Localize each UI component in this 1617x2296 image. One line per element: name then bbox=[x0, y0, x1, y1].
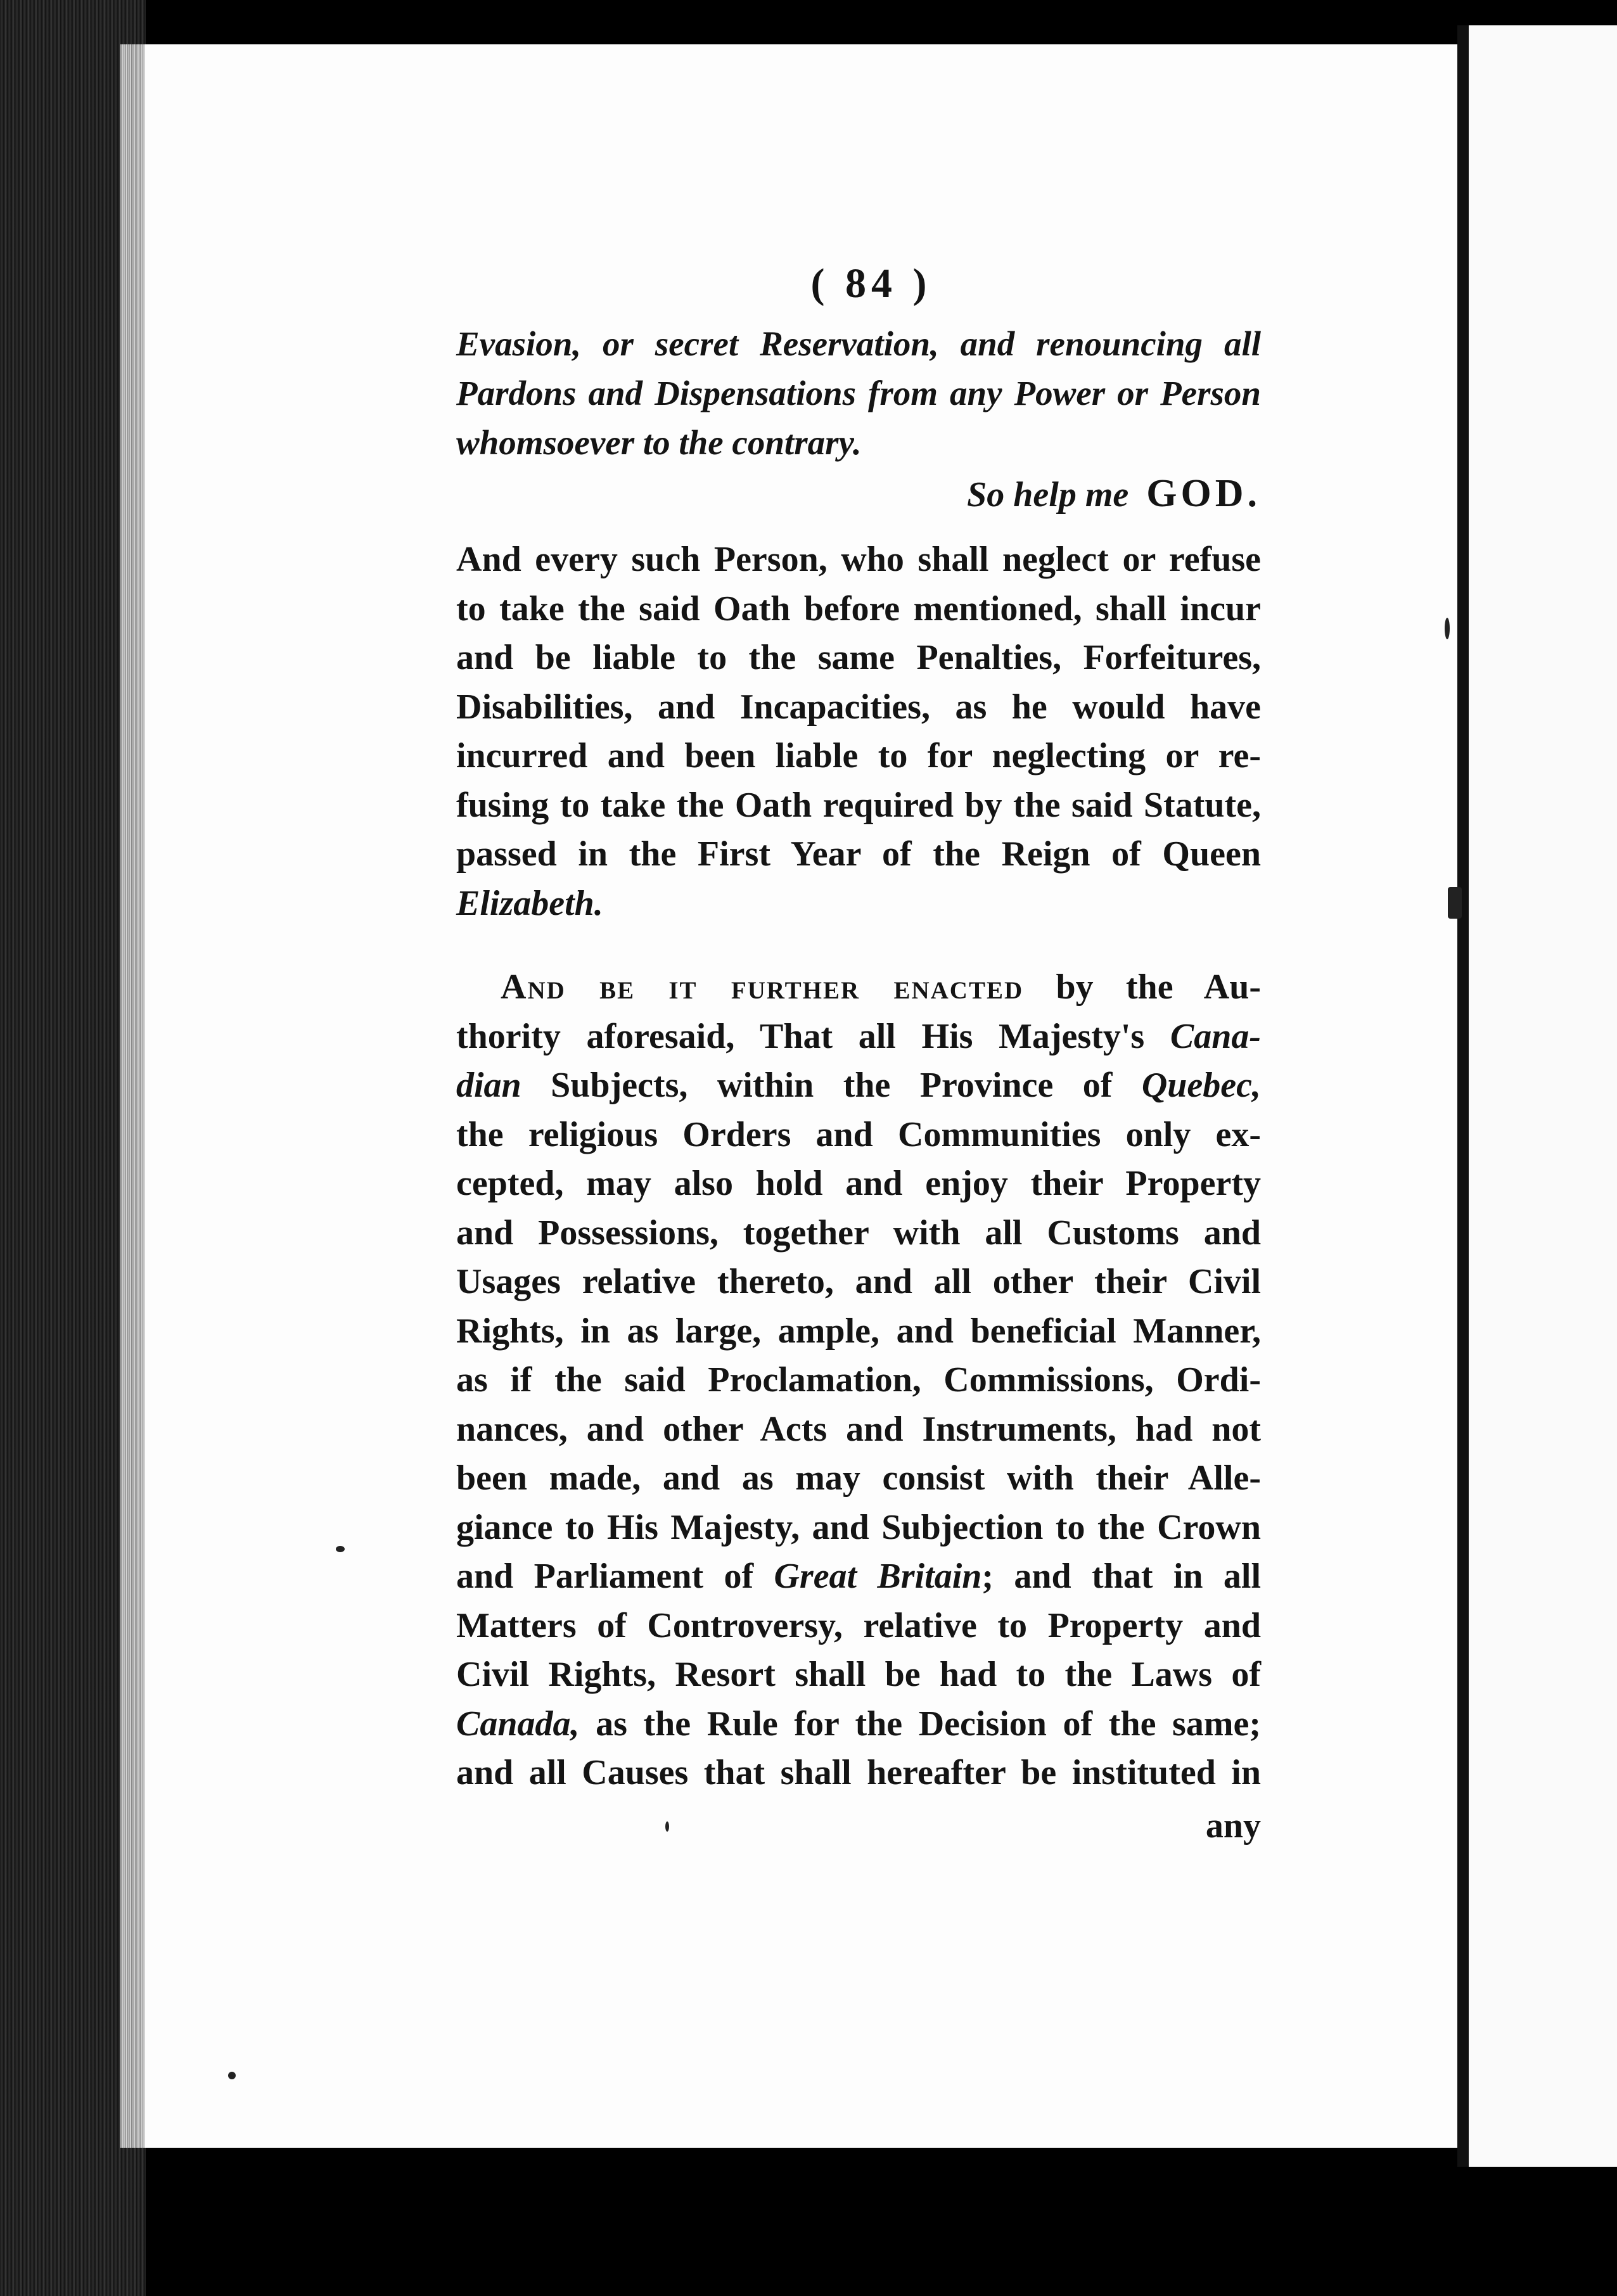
text-line: and all Causes that shall hereafter be instituted in bbox=[456, 1753, 1261, 1792]
text-line: as if the said Proclamation, Commissions, Ordi- bbox=[456, 1360, 1261, 1400]
oath-line: Pardons and Dispensations from any Power or Person bbox=[456, 374, 1261, 412]
text-line: to take the said Oath before mentioned, shall incur bbox=[456, 589, 1261, 628]
ink-speck bbox=[1448, 887, 1462, 919]
text-line: giance to His Majesty, and Subjection to the Crown bbox=[456, 1507, 1261, 1547]
oath-line: whomsoever to the contrary. bbox=[456, 423, 862, 462]
oath-line: Evasion, or secret Reservation, and renouncing all bbox=[456, 324, 1261, 363]
text-fragment: Quebec, bbox=[1141, 1066, 1261, 1105]
text-line bbox=[456, 963, 1261, 1012]
text-line: Elizabeth. bbox=[456, 883, 603, 923]
facing-page-strip bbox=[1469, 25, 1617, 2167]
text-line bbox=[456, 1552, 1261, 1602]
text-fragment: by the Au- bbox=[1023, 967, 1261, 1007]
text-line: fusing to take the Oath required by the said Statute, bbox=[456, 785, 1261, 825]
page-edges bbox=[120, 44, 146, 2148]
text-line: And every such Person, who shall neglect or refuse bbox=[456, 540, 1261, 579]
ink-speck bbox=[336, 1546, 345, 1552]
text-line bbox=[456, 1012, 1261, 1062]
text-line: Usages relative thereto, and all other their Civil bbox=[456, 1262, 1261, 1301]
gutter bbox=[1457, 25, 1469, 2167]
text-line bbox=[456, 1700, 1261, 1749]
text-line: and be liable to the same Penalties, Forfeitures, bbox=[456, 638, 1261, 677]
text-fragment: Cana- bbox=[1170, 1016, 1261, 1056]
closing-phrase: So help me bbox=[967, 475, 1129, 514]
text-fragment: and Parliament of bbox=[456, 1557, 774, 1596]
ink-speck bbox=[228, 2072, 236, 2079]
closing-god: GOD. bbox=[1146, 472, 1261, 515]
text-line: cepted, may also hold and enjoy their Property bbox=[456, 1164, 1261, 1203]
text-fragment: ; and that in all bbox=[981, 1557, 1261, 1596]
text-line bbox=[456, 1061, 1261, 1111]
paragraph-2 bbox=[456, 963, 1261, 1798]
text-line: Civil Rights, Resort shall be had to the Laws of bbox=[456, 1655, 1261, 1694]
text-fragment: as the Rule for the Decision of the same; bbox=[579, 1704, 1261, 1744]
text-line: Disabilities, and Incapacities, as he would have bbox=[456, 687, 1261, 727]
catchword: any bbox=[1205, 1806, 1261, 1846]
oath-closing bbox=[456, 471, 1261, 516]
text-fragment: Canada, bbox=[456, 1704, 580, 1744]
text-fragment: Great Britain bbox=[774, 1557, 982, 1596]
text-fragment: thority aforesaid, That all His Majesty's bbox=[456, 1016, 1170, 1056]
paragraph-1 bbox=[456, 535, 1261, 928]
text-line: Rights, in as large, ample, and beneficial Manner, bbox=[456, 1311, 1261, 1351]
text-line: incurred and been liable to for neglecting or re- bbox=[456, 736, 1261, 775]
enacting-clause: And be it further enacted bbox=[501, 967, 1024, 1007]
text-line: the religious Orders and Communities only ex- bbox=[456, 1114, 1261, 1154]
oath-text bbox=[456, 319, 1261, 468]
page-number: ( 84 ) bbox=[810, 260, 932, 307]
text-line: Matters of Controversy, relative to Property and bbox=[456, 1605, 1261, 1645]
text-fragment: Subjects, within the Province of bbox=[521, 1066, 1142, 1105]
text-line: been made, and as may consist with their Alle- bbox=[456, 1458, 1261, 1498]
ink-speck bbox=[1445, 618, 1450, 639]
text-line: nances, and other Acts and Instruments, had not bbox=[456, 1409, 1261, 1449]
page-content bbox=[456, 260, 1261, 1846]
text-line: passed in the First Year of the Reign of Queen bbox=[456, 834, 1261, 874]
text-line: and Possessions, together with all Customs and bbox=[456, 1213, 1261, 1253]
text-fragment: dian bbox=[456, 1066, 521, 1105]
